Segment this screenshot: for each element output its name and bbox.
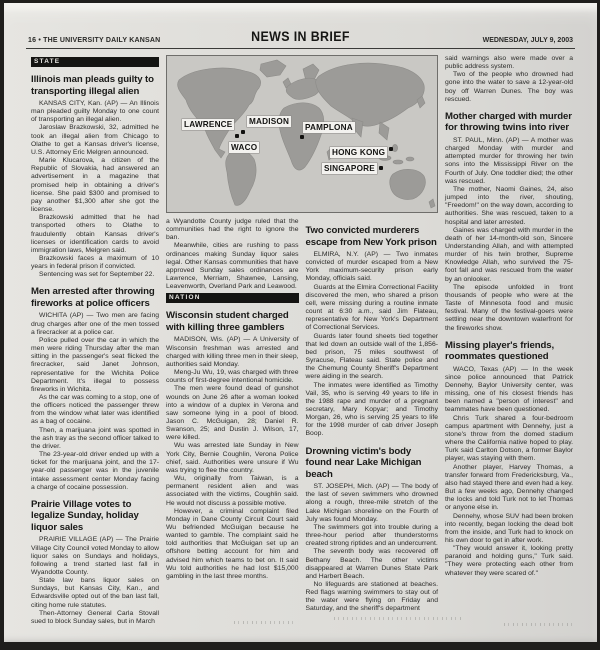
article-paragraph: ST. PAUL, Minn. (AP) — A mother was charged Monday with murder and attempted murder for throwing her twin sons into the Mississippi River on the Fourth of July. One toddler died; the other was rescued. [445, 136, 573, 185]
article-paragraph: Two of the people who drowned had gone into the water to save a 12-year-old boy off Warren Dunes. The boy was rescued. [445, 71, 573, 103]
map-dot-hong-kong [389, 147, 393, 151]
article-paragraph: The inmates were identified as Timothy Vail, 35, who is serving 49 years to life in the 1988 rape and murder of a pregnant secretary, Mary Kopyar; and Timothy Morgan, 26, who is serving 25 years to life for the 1998 murder of cab driver Joseph Boop. [305, 381, 438, 438]
article-headline: Mother charged with murder for throwing twins into river [445, 110, 572, 134]
article-paragraph: Meng-Ju Wu, 19, was charged with three counts of first-degree intentional homicide. [166, 369, 299, 385]
article-paragraph: The episode unfolded in front thousands of people who were at the Taste of Minnesota food and music festival. Many of the festival-goers were settling near the downtown waterfront for the fireworks show. [445, 283, 573, 332]
article-paragraph: KANSAS CITY, Kan. (AP) — An Illinois man pleaded guilty Monday to one count of transporting an illegal alien. [31, 100, 159, 124]
article-paragraph: MADISON, Wis. (AP) — A University of Wisconsin freshman was arrested and charged with killing three men in their sleep, authorities said Monday. [166, 336, 299, 368]
article-headline: Wisconsin student charged with killing three gamblers [166, 310, 289, 333]
article-paragraph: As the car was coming to a stop, one of the officers noticed the passenger threw from the window what later was identified as a bag of cocaine. [31, 394, 159, 426]
article-paragraph: No lifeguards are stationed at beaches. Red flags warning swimmers to stay out of the water were flying on Friday and Saturday, and the sheriff's department [305, 580, 438, 613]
article-paragraph: Guards at the Elmira Correctional Facility discovered the men, who shared a prison cell, were missing during a routine inmate count at 6:30 a.m., said Jim Flateau, representative for New York's Department of Correctional Services. [305, 283, 438, 332]
article-headline: Men arrested after throwing fireworks at police officers [31, 286, 155, 309]
article-headline: Illinois man pleads guilty to transporting illegal alien [31, 74, 154, 97]
article-paragraph: Chris Turk shared a four-bedroom campus apartment with Dennehy, just a stone's throw from the domed stadium where the California native hoped to play. Turk said Carlton Dotson, a former Baylor player, was staying with them. [445, 414, 573, 463]
page-title: NEWS IN BRIEF [251, 29, 350, 44]
map-label-waco: WACO [231, 143, 258, 152]
world-map [166, 55, 438, 213]
article-paragraph: Another player, Harvey Thomas, a transfer forward from Fredericksburg, Va., also had stayed there and even had a key. But a few weeks ago, Dennehy changed the locks and told Turk not to let Thomas or anyone else in. [445, 463, 573, 512]
article-paragraph: The mother, Naomi Gaines, 24, also jumped into the river, shouting, "Freedom!" on the way down, according to authorities. She was rescued, taken to a hospital and later arrested. [445, 185, 573, 226]
article-headline: Drowning victim's body found near Lake Michigan beach [305, 445, 422, 480]
article-paragraph: Meanwhile, cities are rushing to pass ordinances making Sunday liquor sales legal. Other Kansas communities that have approved Sunday sales ordinances are Lawrence, Merriam, Shawnee, Lansing, Leavenworth, Overland Park and Leawood. [166, 242, 299, 291]
article-paragraph: Then-Attorney General Carla Stovall sued to block Sunday sales, but in March [31, 609, 159, 625]
article-paragraph: ELMIRA, N.Y. (AP) — Two inmates convicted of murder escaped from a New York maximum-security prison early Monday, officials said. [305, 251, 438, 283]
article-paragraph: Wu, originally from Taiwan, is a permanent resident alien and was associated with the victims, Coughlin said. He would not discuss a possible motive. [166, 475, 299, 507]
newspaper-page [4, 3, 597, 642]
scan-noise [234, 621, 294, 624]
article-headline: Missing player's friends, roommates questioned [445, 339, 555, 363]
article-paragraph: ST. JOSEPH, Mich. (AP) — The body of the last of seven swimmers who drowned along a rough, three-mile stretch of the Lake Michigan shoreline on the Fourth of July was found Monday. [305, 483, 438, 523]
article-paragraph: said warnings also were made over a public address system. [445, 55, 573, 71]
middle-columns [166, 218, 438, 614]
columns-container [4, 49, 597, 626]
scan-noise [334, 617, 464, 620]
column-1 [31, 55, 159, 626]
article-paragraph: "They would answer it, looking pretty paranoid and holding guns," Turk said. "They were protecting each other from whatever they were scared of." [445, 545, 573, 577]
article-paragraph: WICHITA (AP) — Two men are facing drug charges after one of the men tossed a firecracker at a police car. [31, 312, 159, 336]
article-paragraph: Brazkowski admitted that he had transported others to Olathe to fraudulently obtain Kansas driver's licenses or identification cards to avoid immigration laws, Melgren said. [31, 214, 159, 254]
map-label-madison: MADISON [249, 117, 290, 126]
scan-noise [504, 623, 574, 626]
article-paragraph: However, a criminal complaint filed Monday in Dane County Circuit Court said Wu befriended McGuigan because he wanted to gamble. The complaint said he told authorities that McGuigan set up an offshore betting account for him and advised him which teams to bet on. It said Wu told authorities he had lost $15,000 gambling in the last three months. [166, 507, 299, 580]
article-paragraph: Jaroslaw Brazkowski, 32, admitted he took an illegal alien from Chicago to Olathe to get a Kansas driver's license, U.S. Attorney Eric Melgren announced. [31, 124, 159, 156]
article-paragraph: State law bans liquor sales on Sundays, but Kansas City, Kan., and Edwardsville opted out of the ban last fall, citing home rule statutes. [31, 577, 159, 609]
masthead: 16 • THE UNIVERSITY DAILY KANSAN [28, 37, 161, 44]
article-paragraph: The 23-year-old driver ended up with a ticket for the marijuana joint, and the 17-year-old passenger was in the juvenile intake assessment center Monday facing a charge of cocaine possession. [31, 451, 159, 491]
article-paragraph: Then, a marijuana joint was spotted in the ash tray as the second officer talked to the driver. [31, 426, 159, 450]
middle-section [166, 55, 438, 626]
paper-edge-highlight [4, 3, 597, 13]
article-paragraph: Police pulled over the car in which the men were riding Thursday after the man sitting in the passenger's seat flicked the firecracker, said Janet Johnson, representative for the Wichita Police Department. It's illegal to possess fireworks in Wichita. [31, 336, 159, 393]
map-dot-madison [241, 130, 245, 134]
map-dot-pamplona [300, 135, 304, 139]
map-label-hong-kong: HONG KONG [332, 148, 386, 157]
section-header-nation: NATION [166, 293, 299, 303]
article-paragraph: Gaines was charged with murder in the death of her 14-month-old son, Sincere Understanding Allah, and with attempted murder of his twin brother, Supreme Knowledge Allah, who survived the 75-foot fall and was rescued from the water by an onlooker. [445, 226, 573, 283]
article-paragraph: PRAIRIE VILLAGE (AP) — The Prairie Village City Council voted Monday to allow liquor sales on Sundays and holidays, following a trend started last fall in Wyandotte County. [31, 536, 159, 576]
article-paragraph: The seventh body was recovered off Bethany Beach. The other victims disappeared at Warren Dunes State Park and Harbert Beach. [305, 548, 438, 580]
article-headline: Two convicted murderers escape from New York prison [305, 225, 437, 248]
article-paragraph: The swimmers got into trouble during a three-hour period after thunderstorms created strong riptides and an undercurrent. [305, 523, 438, 548]
article-paragraph: Brazkowski faces a maximum of 10 years in federal prison if convicted. [31, 254, 159, 271]
article-paragraph: a Wyandotte County judge ruled that the communities had the right to ignore the ban. [166, 218, 299, 242]
article-paragraph: WACO, Texas (AP) — In the week since police announced that Patrick Dennehy, Baylor University center, was missing, one of his closest friends has been named a "person of interest" and teammates have been questioned. [445, 365, 573, 414]
article-paragraph: Wu was arrested late Sunday in New York City, Bernie Coughlin, Verona Police chief, said. Authorities were unsure if Wu was trying to flee the country. [166, 442, 299, 474]
map-label-lawrence: LAWRENCE [184, 120, 233, 129]
map-label-singapore: SINGAPORE [324, 164, 375, 173]
column-4 [445, 55, 573, 626]
article-paragraph: The men were found dead of gunshot wounds on June 26 after a woman looked into a window of a duplex in Verona and saw someone lying in a pool of blood. Jason C. McGuigan, 28; Daniel R. Swanson, 25; and Dustin J. Wilson, 17, were killed. [166, 385, 299, 442]
article-paragraph: Dennehy, whose SUV had been broken into recently, began locking the dead bolt from the inside, and Turk had to knock on his own door to get in after work. [445, 512, 573, 544]
article-headline: Prairie Village votes to legalize Sunday, holiday liquor sales [31, 498, 139, 533]
section-header-state: STATE [31, 57, 159, 67]
article-paragraph: Sentencing was set for September 22. [39, 271, 155, 279]
column-3 [306, 218, 439, 614]
article-paragraph: Guards later found sheets tied together that led down an outside wall of the 1,856-bed prison, 75 miles southwest of Syracuse, Flateau said. State police and the Chemung County Sheriff's Department were aiding in the search. [305, 332, 438, 381]
map-label-pamplona: PAMPLONA [305, 123, 353, 132]
page-date: WEDNESDAY, JULY 9, 2003 [482, 37, 573, 44]
column-2 [166, 218, 299, 614]
article-paragraph: Marie Klucarova, a citizen of the Republic of Slovakia, had answered an advertisement in a magazine that promised help in obtaining a driver's license. She paid $300 and promised to pay another $1,300 after she got the license. [31, 157, 159, 214]
map-dot-singapore [379, 166, 383, 170]
map-dot-lawrence [235, 134, 239, 138]
